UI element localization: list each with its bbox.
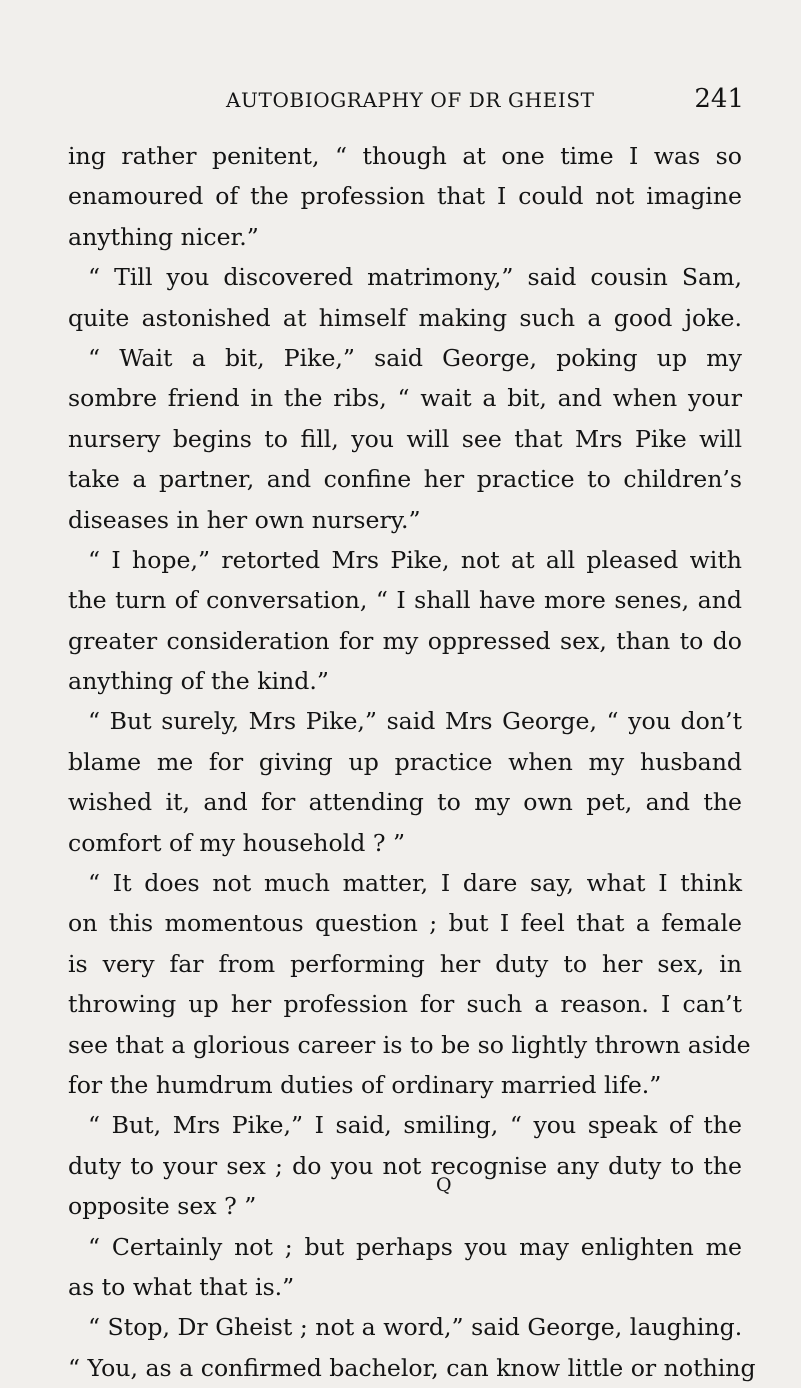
text-line: “ Stop, Dr Gheist ; not a word,” said George, laughing. bbox=[88, 1313, 743, 1342]
text-line: opposite sex ? ” bbox=[68, 1192, 257, 1221]
text-line: sombre friend in the ribs, “ wait a bit, and when your bbox=[68, 384, 742, 413]
signature-mark: Q bbox=[436, 1174, 452, 1196]
text-line: ing rather penitent, “ though at one time I was so bbox=[68, 142, 742, 170]
text-line: greater consideration for my oppressed sex, than to do bbox=[68, 626, 742, 655]
text-line: comfort of my household ? ” bbox=[68, 828, 406, 857]
running-head bbox=[68, 82, 742, 116]
text-line: as to what that is.” bbox=[68, 1272, 295, 1301]
text-line: take a partner, and confine her practice to children’s bbox=[68, 465, 742, 494]
body-text bbox=[68, 136, 756, 1388]
text-line: enamoured of the profession that I could not imagine bbox=[68, 182, 742, 211]
text-line: quite astonished at himself making such a good joke. bbox=[68, 303, 742, 332]
text-line: “ You, as a confirmed bachelor, can know little or nothing bbox=[68, 1353, 756, 1382]
text-line: anything nicer.” bbox=[68, 222, 259, 251]
running-title: AUTOBIOGRAPHY OF DR GHEIST bbox=[226, 88, 595, 112]
text-line: nursery begins to fill, you will see that Mrs Pike will bbox=[68, 424, 742, 453]
page-number: 241 bbox=[694, 84, 744, 114]
text-line: “ I hope,” retorted Mrs Pike, not at all pleased with bbox=[88, 545, 742, 574]
text-line: “ But, Mrs Pike,” I said, smiling, “ you speak of the bbox=[88, 1111, 742, 1140]
text-line: diseases in her own nursery.” bbox=[68, 505, 421, 534]
text-line: anything of the kind.” bbox=[68, 667, 329, 696]
text-line: on this momentous question ; but I feel that a female bbox=[68, 909, 742, 938]
text-line: “ Certainly not ; but perhaps you may enlighten me bbox=[88, 1232, 742, 1261]
text-line: is very far from performing her duty to her sex, in bbox=[68, 949, 742, 978]
text-line: the turn of conversation, “ I shall have more senes, and bbox=[68, 586, 742, 615]
text-line: “ Till you discovered matrimony,” said cousin Sam, bbox=[88, 263, 742, 292]
text-line: for the humdrum duties of ordinary married life.” bbox=[68, 1070, 662, 1099]
text-line: “ Wait a bit, Pike,” said George, poking up my bbox=[88, 343, 742, 372]
text-line: wished it, and for attending to my own pet, and the bbox=[68, 788, 742, 817]
text-line: throwing up her profession for such a reason. I can’t bbox=[68, 990, 742, 1019]
text-line: blame me for giving up practice when my husband bbox=[68, 747, 742, 776]
text-line: see that a glorious career is to be so lightly thrown aside bbox=[68, 1030, 751, 1059]
text-line: “ It does not much matter, I dare say, what I think bbox=[88, 869, 742, 898]
text-line: duty to your sex ; do you not recognise any duty to the bbox=[68, 1151, 742, 1180]
book-page bbox=[68, 82, 756, 1388]
text-line: “ But surely, Mrs Pike,” said Mrs George, “ you don’t bbox=[88, 707, 742, 736]
